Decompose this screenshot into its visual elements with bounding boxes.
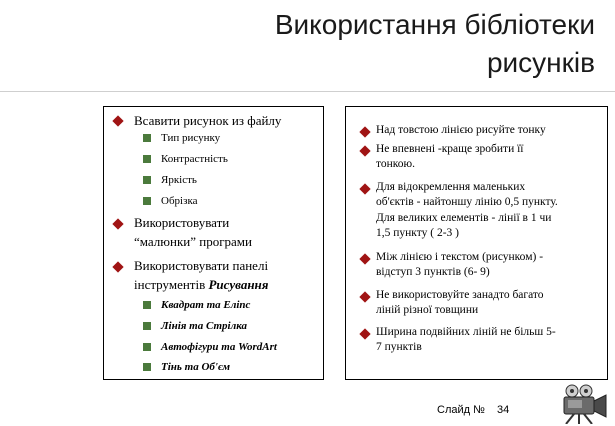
right-bullet-line: Не впевнені -краще зробити її [376,143,524,155]
square-bullet-icon [143,363,151,371]
square-bullet-icon [143,197,151,205]
square-bullet-icon [143,322,151,330]
square-bullet-icon [143,134,151,142]
right-bullet-line: Над товстою лінією рисуйте тонку [376,124,546,136]
right-bullet-line: тонкою. [376,158,415,171]
right-bullet-text [376,250,606,281]
slide-title [20,6,595,82]
right-bullet-line: відступ 3 пунктів (6- 9) [376,266,490,279]
left-sub-item: Автофігури та WordArt [161,341,277,353]
left-item-use-toolbars [134,256,268,294]
right-bullet-line: Для великих елементів - лінії в 1 чи [376,211,552,224]
title-divider [0,91,615,92]
movie-camera-icon [552,384,610,424]
left-sub-item: Тип рисунку [161,132,221,144]
left-sub-item: Лінія та Стрілка [161,320,248,332]
right-bullet-text [376,288,606,319]
left-sub-item: Обрізка [161,195,198,207]
square-bullet-icon [143,301,151,309]
right-bullet-line: ліній різної товщини [376,304,479,317]
emphasis-word: Рисування [208,277,269,292]
left-item-line: Використовувати панелі [134,258,269,273]
slide-number-label: Слайд № [437,404,485,416]
right-bullet-text [376,325,606,356]
square-bullet-icon [143,176,151,184]
right-bullet-line: Не використовуйте занадто багато [376,289,544,301]
left-sub-item: Квадрат та Еліпс [161,299,251,311]
right-bullet-text [376,123,606,138]
slide-number: 34 [497,404,510,416]
left-item-line: інструментів Рисування [134,277,269,292]
right-bullet-line: 1,5 пункту ( 2-3 ) [376,226,459,239]
left-item-insert-picture: Всавити рисунок из файлу [134,113,282,128]
left-sub-item: Яркість [161,174,197,186]
right-bullet-line: Ширина подвійних ліній не більш 5- [376,326,556,338]
square-bullet-icon [143,155,151,163]
left-sub-item: Тінь та Об'єм [161,361,231,373]
left-sub-item: Контрастність [161,153,228,165]
right-bullet-line: об'єктів - найтоншу лінію 0,5 пункту. [376,196,558,209]
right-bullet-line: Для відокремлення маленьких [376,181,526,193]
left-item-line: Використовувати [134,215,230,230]
right-bullet-text [376,180,606,241]
left-item-use-clipart [134,213,252,251]
right-bullet-line: 7 пунктів [376,341,422,354]
slide-title-line-2: рисунків [486,47,595,78]
left-item-line: “малюнки” програми [134,234,252,249]
slide-title-line-1: Використання бібліотеки [274,9,595,40]
right-bullet-text [376,142,606,173]
right-bullet-line: Між лінією і текстом (рисунком) - [376,251,544,263]
square-bullet-icon [143,343,151,351]
